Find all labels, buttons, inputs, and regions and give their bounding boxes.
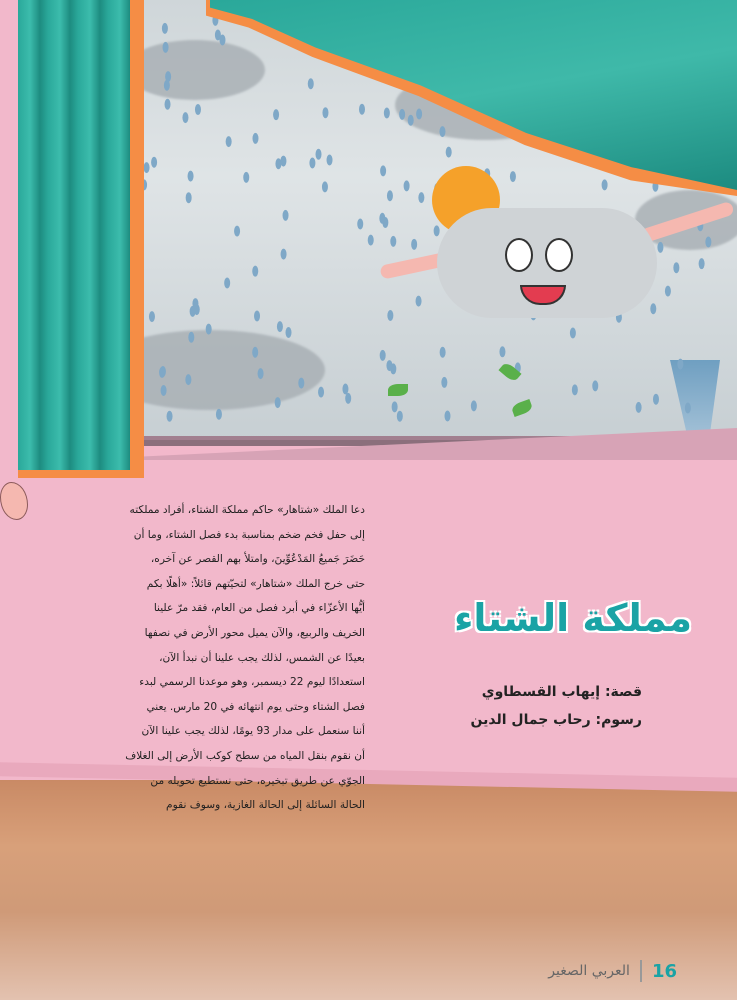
rain-drop	[705, 236, 711, 247]
body-line: الحالة السائلة إلى الحالة الغازية، وسوف نقوم	[166, 799, 365, 812]
rain-drop	[224, 278, 230, 289]
rain-drop	[161, 385, 167, 396]
rain-drop	[570, 327, 576, 338]
rain-drop	[318, 387, 324, 398]
body-line: أننا سنعمل على مدار 93 يومًا، لذلك يجب علينا الآن	[141, 725, 365, 738]
cloud-eye-right	[545, 238, 573, 272]
rain-drop	[252, 133, 258, 144]
footer-divider	[640, 960, 642, 982]
leaf	[388, 384, 408, 396]
rain-drop	[440, 347, 446, 358]
rain-drop	[416, 296, 422, 307]
rain-drop	[277, 321, 283, 332]
rain-drop	[322, 107, 328, 118]
body-line: استعدادًا ليوم 22 ديسمبر، وهو موعدنا الرسمي لبدء	[139, 676, 365, 689]
magazine-name: العربي الصغير	[548, 963, 630, 979]
rain-drop	[216, 409, 222, 420]
rain-drop	[283, 210, 289, 221]
page-footer	[548, 960, 677, 982]
rain-drop	[149, 311, 155, 322]
rain-drop	[243, 172, 249, 183]
rain-drop	[226, 136, 232, 147]
rain-drop	[281, 249, 287, 260]
rain-drop	[387, 310, 393, 321]
rain-drop	[159, 367, 165, 378]
rain-drop	[387, 190, 393, 201]
rain-drop	[386, 360, 392, 371]
story-title: مملكة الشتاء	[453, 596, 692, 640]
rain-drop	[185, 374, 191, 385]
rain-drop	[399, 109, 405, 120]
rain-drop	[162, 23, 168, 34]
rain-drop	[636, 402, 642, 413]
rain-drop	[653, 394, 659, 405]
rain-drop	[144, 162, 150, 173]
rain-drop	[298, 378, 304, 389]
rain-drop	[572, 384, 578, 395]
rain-drop	[368, 235, 374, 246]
rain-drop	[234, 226, 240, 237]
rain-drop	[439, 126, 445, 137]
body-line: حَضَرَ جَميعُ المَدْعُوِّينَ، وامتلأ بهم القصر عن آخره،	[150, 553, 365, 566]
rain-drop	[316, 149, 322, 160]
rain-drop	[418, 192, 424, 203]
rain-drop	[165, 99, 171, 110]
rain-drop	[602, 179, 608, 190]
rain-drop	[151, 157, 157, 168]
rain-drop	[275, 397, 281, 408]
rain-drop	[327, 155, 333, 166]
rain-drop	[657, 242, 663, 253]
curtain-left	[18, 0, 130, 470]
rain-drop	[397, 411, 403, 422]
body-line: حتى خرج الملك «شتاهار» لتحيّتهم قائلاً: «أهلًا بكم	[146, 577, 365, 590]
body-line: إلى حفل فخم ضخم بمناسبة بدء فصل الشتاء، وما أن	[133, 528, 365, 541]
illustration-credit: رسوم: رحاب جمال الدين	[470, 712, 642, 728]
rain-drop	[392, 401, 398, 412]
rain-drop	[195, 104, 201, 115]
page-number: 16	[651, 960, 677, 982]
story-credit: قصة: إيهاب القسطاوي	[481, 684, 642, 700]
rain-drop	[359, 104, 365, 115]
rain-drop	[163, 42, 169, 53]
rain-drop	[345, 393, 351, 404]
rain-drop	[390, 236, 396, 247]
body-line: أيُّها الأعزّاء في أبرد فصل من العام، فقد مرّ علينا	[153, 602, 365, 615]
rain-drop	[188, 332, 194, 343]
rain-drop	[499, 346, 505, 357]
rain-drop	[592, 380, 598, 391]
rain-drop	[186, 192, 192, 203]
rain-drop	[342, 383, 348, 394]
rain-drop	[380, 350, 386, 361]
rain-drop	[165, 71, 171, 82]
body-line: الجوّي عن طريق تبخيره، حتى نستطيع تحويله من	[150, 774, 365, 787]
cloud-eye-left	[505, 238, 533, 272]
rain-drop	[404, 180, 410, 191]
rain-drop	[308, 78, 314, 89]
rain-drop	[280, 156, 286, 167]
rain-drop	[182, 112, 188, 123]
rain-drop	[309, 157, 315, 168]
rain-drop	[192, 298, 198, 309]
rain-drop	[650, 303, 656, 314]
rain-drop	[357, 218, 363, 229]
rain-drop	[471, 400, 477, 411]
rain-drop	[510, 171, 516, 182]
rain-drop	[411, 239, 417, 250]
rain-drop	[258, 368, 264, 379]
rain-drop	[215, 29, 221, 40]
body-line: بعيدًا عن الشمس، لذلك يجب علينا أن نبدأ الآن،	[159, 651, 365, 664]
rain-drop	[380, 165, 386, 176]
rain-drop	[685, 402, 691, 413]
rain-drop	[188, 171, 194, 182]
body-line: فصل الشتاء وحتى يوم انتهائه في 20 مارس. يعني	[146, 700, 365, 713]
body-line: أن نقوم بنقل المياه من سطح كوكب الأرض إلى الغلاف	[125, 749, 365, 762]
rain-drop	[254, 310, 260, 321]
rain-drop	[379, 213, 385, 224]
rain-drop	[167, 411, 173, 422]
rain-drop	[408, 115, 414, 126]
rain-drop	[416, 109, 422, 120]
rain-drop	[252, 266, 258, 277]
rain-drop	[441, 377, 447, 388]
rain-drop	[206, 324, 212, 335]
story-body	[100, 498, 365, 818]
body-line: الخريف والربيع، والآن يميل محور الأرض في نصفها	[144, 626, 365, 639]
rain-drop	[665, 286, 671, 297]
body-line: دعا الملك «شتاهار» حاكم مملكة الشتاء، أفراد مملكته	[129, 504, 365, 516]
rain-drop	[446, 147, 452, 158]
rain-drop	[252, 347, 258, 358]
rain-drop	[677, 359, 683, 370]
rain-drop	[673, 262, 679, 273]
rain-drop	[699, 258, 705, 269]
rain-drop	[273, 109, 279, 120]
rain-drop	[384, 108, 390, 119]
rain-drop	[434, 225, 440, 236]
rain-drop	[286, 327, 292, 338]
rain-drop	[322, 181, 328, 192]
rain-drop	[444, 410, 450, 421]
